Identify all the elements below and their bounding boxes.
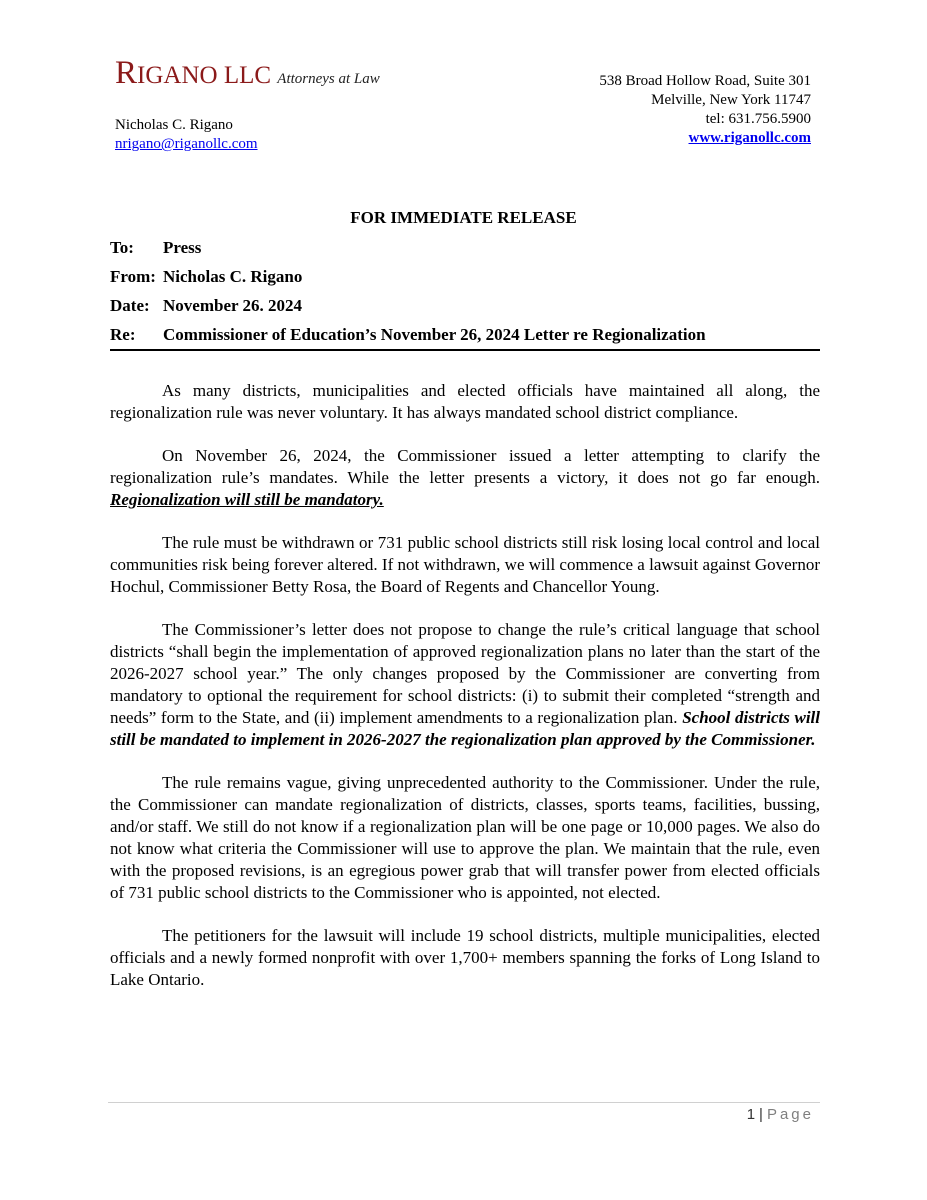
firm-suffix: LLC [223,62,272,89]
memo-header [110,237,820,351]
firm-address [599,72,811,148]
memo-to-row [110,237,820,266]
page-word: Page [766,1106,814,1123]
firm-initial: R [115,55,138,91]
address-line-2: Melville, New York 11747 [651,92,811,108]
page-number: 1 [746,1106,756,1123]
paragraph-2-text: On November 26, 2024, the Commissioner issued a letter attempting to clarify the regionalization rule’s mandates. While the letter presents a victory, it does not go far enough. [110,446,820,487]
address-line-1: 538 Broad Hollow Road, Suite 301 [599,73,811,89]
release-body [110,380,820,1012]
website-link[interactable]: www.riganollc.com [688,130,811,146]
memo-from-label: From: [110,267,156,286]
attorney-block [115,116,380,154]
paragraph-6 [110,925,820,991]
firm-logo [115,55,380,94]
page-footer [747,1106,814,1123]
memo-from-value: Nicholas C. Rigano [163,267,303,286]
paragraph-1-text: As many districts, municipalities and elected officials have maintained all along, the regionalization rule was never voluntary. It has always mandated school district compliance. [110,381,820,422]
paragraph-3-text: The rule must be withdrawn or 731 public school districts still risk losing local control and local communities risk being forever altered. If not withdrawn, we will commence a lawsuit against Governor Hochul, Commissioner Betty Rosa, the Board of Regents and Chancellor Young. [110,533,821,596]
firm-tagline: Attorneys at Law [277,71,380,87]
firm-name-rest: IGANO [137,62,218,89]
memo-date-value: November 26. 2024 [163,296,302,315]
memo-from-row [110,266,820,295]
memo-re-label: Re: [110,325,136,344]
attorney-name: Nicholas C. Rigano [115,117,233,133]
paragraph-5-text: The rule remains vague, giving unprecedented authority to the Commissioner. Under the rule, the Commissioner can mandate regionalization of districts, classes, sports teams, facilities, bussing, and/or staff. We still do not know if a regionalization plan will be one page or 10,000 pages. We also do not know what criteria the Commissioner will use to approve the plan. We maintain that the rule, even with the proposed revisions, is an egregious power grab that will transfer power from elected officials of 731 public school districts to the Commissioner who is appointed, not elected. [110,773,820,902]
paragraph-3 [110,532,820,598]
attorney-email-link[interactable]: nrigano@riganollc.com [115,136,258,152]
paragraph-4-text: The Commissioner’s letter does not propose to change the rule’s critical language that school districts “shall begin the implementation of approved regionalization plans no later than the start of the 2026-2027 school year.” The only changes proposed by the Commissioner are converting from mandatory to optional the requirement for school districts: (i) to submit their completed “strength and needs” form to the State, and (ii) implement amendments to a regionalization plan. [110,620,820,727]
paragraph-4 [110,619,820,751]
memo-date-label: Date: [110,296,150,315]
page-separator: | [759,1106,763,1123]
memo-re-value: Commissioner of Education’s November 26, 2024 Letter re Regionalization [163,325,706,344]
paragraph-6-text: The petitioners for the lawsuit will include 19 school districts, multiple municipalities, elected officials and a newly formed nonprofit with over 1,700+ members spanning the forks of Long Island to Lake Ontario. [110,926,820,989]
phone-number: tel: 631.756.5900 [705,111,811,127]
memo-date-row [110,295,820,324]
paragraph-1 [110,380,820,424]
memo-to-value: Press [163,238,202,257]
footer-divider [108,1102,820,1103]
paragraph-5 [110,772,820,904]
memo-to-label: To: [110,238,134,257]
paragraph-2 [110,445,820,511]
paragraph-4-emphasis: School districts will still be mandated to implement in 2026-2027 the regionalization plan approved by the Commissioner. [110,708,820,749]
letterhead-left [115,55,380,154]
paragraph-2-emphasis: Regionalization will still be mandatory. [110,490,384,509]
release-title: FOR IMMEDIATE RELEASE [350,208,577,227]
